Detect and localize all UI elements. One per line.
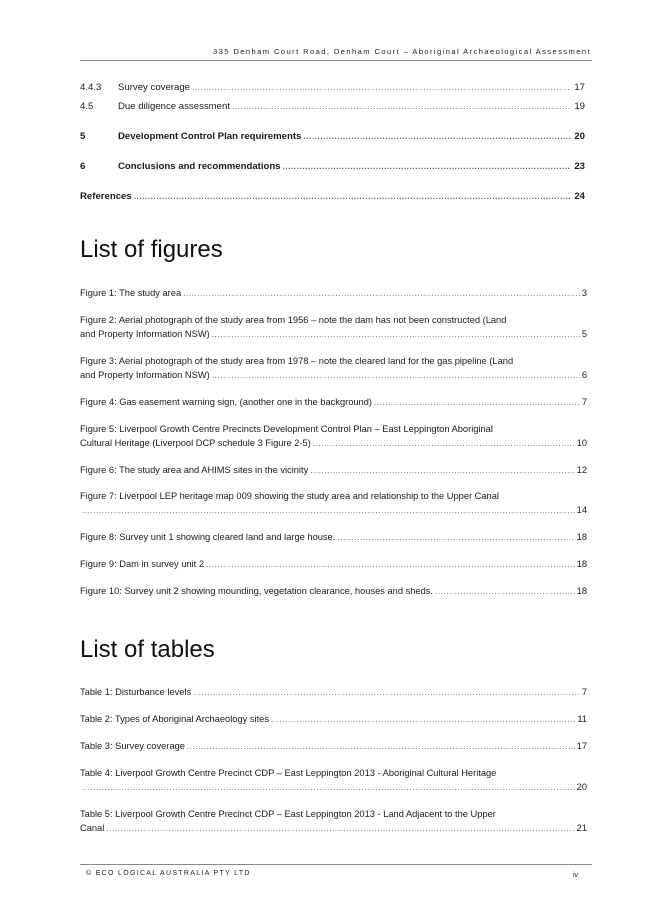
- toc-page: 19: [574, 101, 585, 112]
- figure-entry[interactable]: [80, 286, 587, 301]
- leader-dots: [303, 131, 571, 143]
- table-entry[interactable]: [80, 712, 587, 727]
- table-of-contents: [80, 82, 585, 203]
- entry-page-number: 11: [577, 714, 587, 724]
- toc-row[interactable]: [80, 191, 585, 203]
- leader-dots: [106, 822, 574, 836]
- toc-row[interactable]: [80, 101, 585, 113]
- entry-title-line: Table 5: Liverpool Growth Centre Precinct CDP – East Leppington 2013 - Land Adjacent to the Upper: [80, 809, 496, 819]
- toc-title: Conclusions and recommendations: [118, 161, 281, 172]
- entry-page-number: 21: [576, 823, 587, 833]
- leader-dots: [271, 713, 575, 727]
- entry-title: Table 1: Disturbance levels: [80, 687, 192, 697]
- leader-dots: [337, 531, 574, 545]
- toc-title: References: [80, 191, 132, 202]
- entry-title: Canal: [80, 823, 105, 833]
- toc-number: 4.4.3: [80, 82, 102, 93]
- entry-title: Figure 4: Gas easement warning sign, (another one in the background): [80, 397, 372, 407]
- entry-title: Table 2: Types of Aboriginal Archaeology sites: [80, 714, 269, 724]
- list-of-tables-heading: List of tables: [80, 636, 215, 663]
- footer-divider: [80, 864, 592, 865]
- figure-entry[interactable]: [80, 313, 587, 342]
- entry-title: Figure 10: Survey unit 2 showing mounding, vegetation clearance, houses and sheds.: [80, 586, 433, 596]
- list-of-figures: [80, 286, 587, 599]
- entry-page-number: 12: [576, 465, 587, 475]
- leader-dots: [82, 781, 575, 795]
- toc-title: Due diligence assessment: [118, 101, 230, 112]
- table-entry[interactable]: [80, 685, 587, 700]
- figure-entry[interactable]: [80, 463, 587, 478]
- entry-page-number: 3: [581, 288, 587, 298]
- toc-row[interactable]: [80, 131, 585, 143]
- entry-title: Figure 8: Survey unit 1 showing cleared land and large house.: [80, 532, 336, 542]
- entry-page-number: 20: [576, 782, 587, 792]
- leader-dots: [193, 686, 580, 700]
- entry-page-number: 5: [581, 329, 587, 339]
- leader-dots: [310, 464, 574, 478]
- entry-title: Figure 6: The study area and AHIMS sites in the vicinity: [80, 465, 309, 475]
- entry-page-number: 6: [581, 370, 587, 380]
- list-of-tables: [80, 685, 587, 836]
- entry-title: Figure 1: The study area: [80, 288, 182, 298]
- toc-title: Survey coverage: [118, 82, 190, 93]
- entry-title-line: Figure 5: Liverpool Growth Centre Precincts Development Control Plan – East Leppington Aboriginal: [80, 424, 493, 434]
- figure-entry[interactable]: [80, 395, 587, 410]
- leader-dots: [435, 585, 575, 599]
- entry-page-number: 14: [576, 505, 587, 515]
- table-entry[interactable]: [80, 807, 587, 836]
- entry-title: Cultural Heritage (Liverpool DCP schedule 3 Figure 2-5): [80, 438, 311, 448]
- entry-page-number: 18: [576, 586, 587, 596]
- leader-dots: [212, 328, 580, 342]
- entry-title: and Property Information NSW): [80, 329, 210, 339]
- leader-dots: [187, 740, 575, 754]
- entry-page-number: 7: [581, 397, 587, 407]
- entry-page-number: 17: [576, 741, 587, 751]
- leader-dots: [134, 191, 571, 203]
- entry-title-line: Table 4: Liverpool Growth Centre Precinct CDP – East Leppington 2013 - Aboriginal Cultural Heritage: [80, 768, 497, 778]
- entry-title: and Property Information NSW): [80, 370, 210, 380]
- toc-page: 23: [574, 161, 585, 172]
- toc-number: 4.5: [80, 101, 94, 112]
- leader-dots: [374, 396, 580, 410]
- entry-page-number: 18: [576, 559, 587, 569]
- leader-dots: [192, 82, 571, 94]
- entry-page-number: 18: [576, 532, 587, 542]
- entry-title-line: Figure 3: Aerial photograph of the study area from 1978 – note the cleared land for the gas pipeline (Land: [80, 356, 514, 366]
- leader-dots: [183, 287, 580, 301]
- figure-entry[interactable]: [80, 584, 587, 599]
- toc-number: 6: [80, 161, 86, 172]
- toc-page: 24: [574, 191, 585, 202]
- leader-dots: [212, 369, 580, 383]
- entry-page-number: 10: [576, 438, 587, 448]
- figure-entry[interactable]: [80, 354, 587, 383]
- entry-title: Figure 9: Dam in survey unit 2: [80, 559, 205, 569]
- entry-title: Table 3: Survey coverage: [80, 741, 185, 751]
- toc-page: 20: [574, 131, 585, 142]
- toc-page: 17: [574, 82, 585, 93]
- figure-entry[interactable]: [80, 557, 587, 572]
- leader-dots: [206, 558, 575, 572]
- table-entry[interactable]: [80, 766, 587, 795]
- list-of-figures-heading: List of figures: [80, 236, 223, 263]
- leader-dots: [283, 161, 571, 173]
- figure-entry[interactable]: [80, 489, 587, 518]
- leader-dots: [82, 504, 575, 518]
- toc-number: 5: [80, 131, 86, 142]
- running-header: 335 Denham Court Road, Denham Court – Aboriginal Archaeological Assessment: [213, 47, 591, 56]
- page-number: iv: [573, 872, 579, 879]
- entry-title-line: Figure 7: Liverpool LEP heritage map 009 showing the study area and relationship to the Upper Canal: [80, 491, 499, 501]
- leader-dots: [313, 437, 575, 451]
- toc-title: Development Control Plan requirements: [118, 131, 302, 142]
- toc-row[interactable]: [80, 82, 585, 94]
- figure-entry[interactable]: [80, 530, 587, 545]
- entry-page-number: 7: [581, 687, 587, 697]
- header-divider: [80, 60, 592, 61]
- figure-entry[interactable]: [80, 422, 587, 451]
- entry-title-line: Figure 2: Aerial photograph of the study area from 1956 – note the dam has not been constructed (Land: [80, 315, 507, 325]
- table-entry[interactable]: [80, 739, 587, 754]
- leader-dots: [232, 101, 571, 113]
- toc-row[interactable]: [80, 161, 585, 173]
- footer-copyright: © ECO LOGICAL AUSTRALIA PTY LTD: [86, 870, 251, 877]
